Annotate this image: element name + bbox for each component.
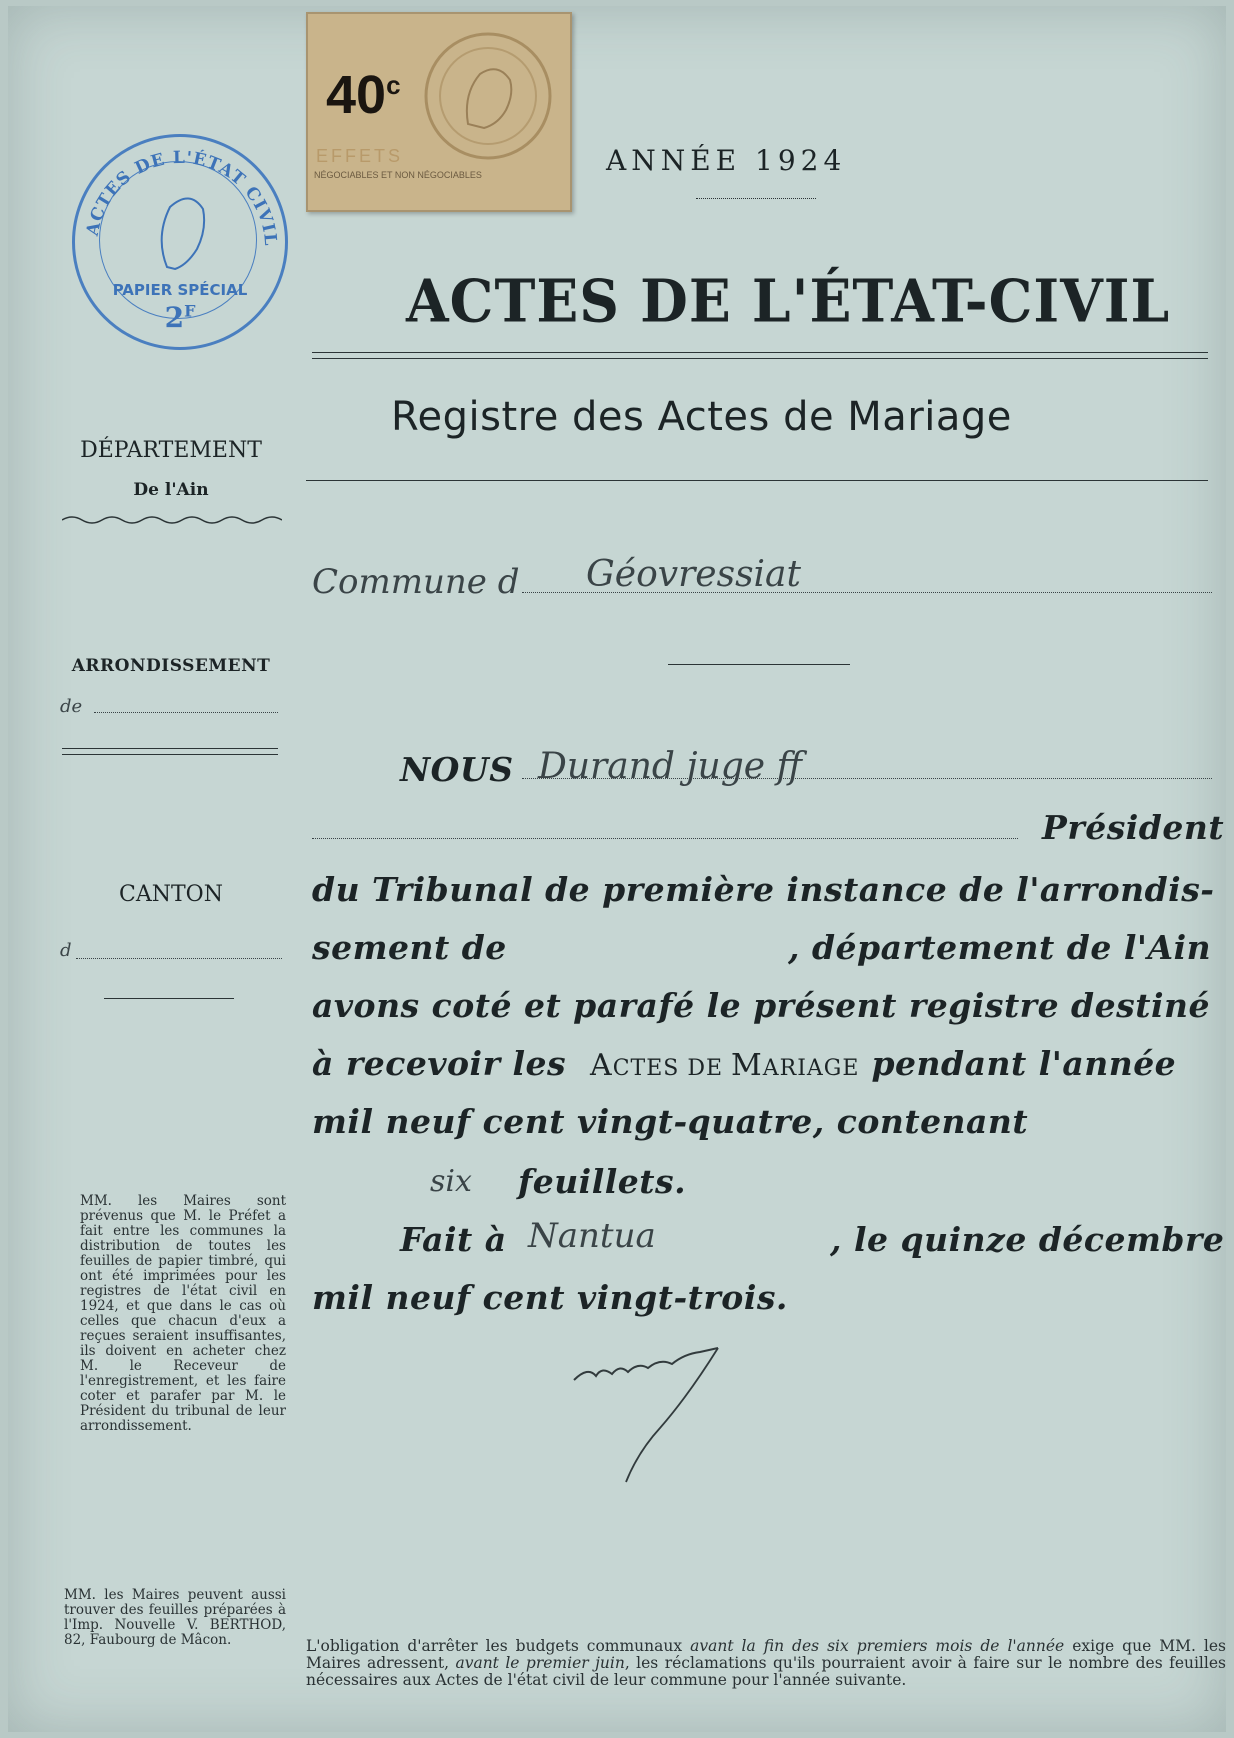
budget-notice: L'obligation d'arrêter les budgets communaux avant la fin des six premiers mois de l'année exige que MM. les Maires adressent, avant le premier juin, les réclamations qu'ils pourraient avoir à faire sur le nombre des feuilles nécessaires aux Actes de l'état civil de leur commune pour l'année suivante. (306, 1637, 1227, 1689)
wave-divider (62, 514, 282, 526)
arrondissement-label: ARRONDISSEMENT (71, 656, 271, 676)
date-text: , le quinze décembre (830, 1220, 1225, 1259)
register-page (8, 6, 1226, 1732)
register-subtitle: Registre des Actes de Mariage (391, 394, 1012, 440)
judge-signature (568, 1336, 748, 1496)
nous-label: NOUS (400, 750, 514, 789)
commune-value: Géovressiat (586, 554, 801, 595)
text-line-5: mil neuf cent vingt-quatre, contenant (312, 1102, 1029, 1141)
departement-value: De l'Ain (133, 480, 209, 500)
text-line-4: à recevoir les ACTES DE MARIAGE pendant l'année (312, 1044, 1177, 1083)
canton-de: d (60, 940, 72, 961)
president-word: Président (1042, 808, 1225, 847)
text-line-2a: sement de (312, 928, 507, 967)
departement-label: DÉPARTEMENT (80, 438, 262, 463)
fiscal-stamp-sublabel: NÉGOCIABLES ET NON NÉGOCIABLES (314, 170, 482, 180)
text-line-2b: , département de l'Ain (788, 928, 1212, 967)
fait-place: Nantua (528, 1216, 656, 1256)
imprimerie-notice: MM. les Maires peuvent aussi trouver des feuilles préparées à l'Imp. Nouvelle V. BERTHOD, 82, Faubourg de Mâcon. (64, 1587, 286, 1648)
page-title: ACTES DE L'ÉTAT-CIVIL (406, 265, 1171, 336)
svg-text:ACTES DE L'ÉTAT CIVIL: ACTES DE L'ÉTAT CIVIL (82, 147, 281, 248)
text-line-3: avons coté et parafé le présent registre destiné (312, 986, 1210, 1025)
maires-notice: MM. les Maires sont prévenus que M. le Préfet a fait entre les communes la distribution de toutes les feuilles de papier timbré, qui ont été imprimées pour les registres de l'état civil en 1924, et que dans le cas où celles que chacun d'eux a reçues seraient insuffisantes, ils doivent en acheter chez M. le Receveur de l'enregistrement, et les faire coter et parafer par M. le Président du tribunal de leur arrondissement. (80, 1193, 286, 1434)
marianne-icon (162, 198, 204, 269)
fiscal-stamp-label: EFFETS (316, 146, 404, 166)
text-line-final: mil neuf cent vingt-trois. (312, 1278, 788, 1317)
seal-papier-label: PAPIER SPÉCIAL (112, 281, 248, 299)
feuillets-value: six (430, 1164, 472, 1199)
fait-label: Fait à (400, 1220, 507, 1259)
feuillets-label: feuillets. (518, 1162, 687, 1201)
marianne-profile-icon (418, 24, 558, 174)
fiscal-stamp (306, 12, 572, 212)
civil-status-seal (72, 134, 288, 350)
commune-label: Commune d (312, 562, 520, 602)
fiscal-stamp-value: 40$^c$ (326, 65, 401, 125)
year-heading: ANNÉE 1924 (606, 144, 847, 177)
text-line-1: du Tribunal de première instance de l'arrondis- (312, 870, 1215, 909)
arrondissement-de: de (60, 696, 83, 717)
nous-value: Durand juge ff (538, 746, 803, 787)
canton-label: CANTON (119, 882, 223, 907)
seal-value: $2^F$ (164, 301, 196, 334)
